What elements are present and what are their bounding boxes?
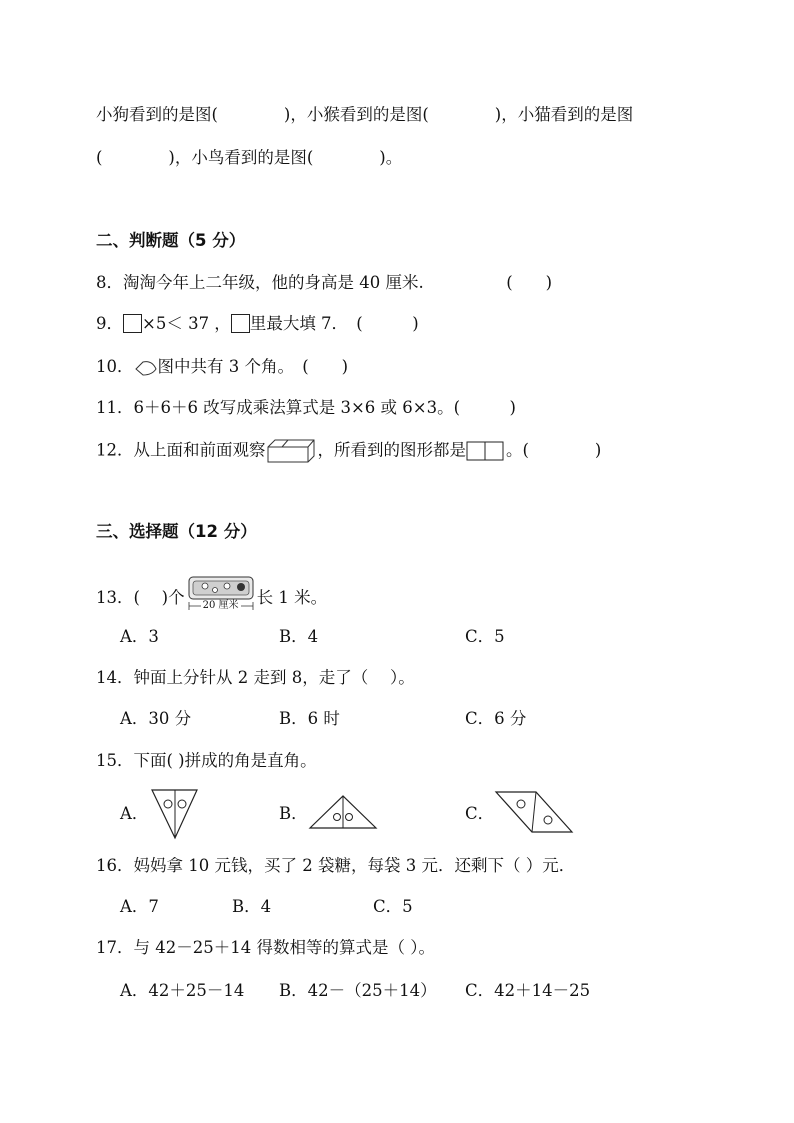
q15-option-c: C． — [465, 804, 495, 823]
triangle-set-b-icon — [308, 794, 378, 830]
q16-option-a: A．7 — [120, 897, 159, 916]
q13-option-c: C．5 — [465, 627, 505, 646]
triangle-set-c-icon — [494, 790, 574, 834]
q17-option-c: C．42＋14－25 — [465, 981, 591, 1000]
question-16: 16．妈妈拿 10 元钱，买了 2 袋糖，每袋 3 元．还剩下（ ）元． — [96, 856, 576, 875]
q15-option-a: A． — [120, 804, 149, 823]
fan-shape-icon — [134, 359, 158, 377]
question-13-text: 13．( )个 — [96, 588, 185, 607]
box-solid-icon — [266, 438, 318, 464]
question-10-number: 10． — [96, 357, 134, 376]
q17-option-a: A．42＋25－14 — [120, 981, 245, 1000]
intro-line-2: ( )，小鸟看到的是图( )。 — [96, 148, 403, 167]
question-9 — [96, 313, 419, 335]
question-10-text: 图中共有 3 个角。 ( ) — [157, 357, 349, 376]
section-2-title: 二、判断题（5 分） — [96, 231, 246, 250]
two-squares-icon — [466, 441, 506, 461]
q13-option-b: B．4 — [279, 627, 319, 646]
question-12-text-2: ，所看到的图形都是 — [317, 440, 466, 460]
question-9-text: ×5＜ 37 ， — [142, 314, 231, 333]
question-12-text-3: 。( ) — [506, 440, 602, 460]
ruler-label: 20 厘米 — [202, 600, 239, 611]
question-11: 11．6＋6＋6 改写成乘法算式是 3×6 或 6×3。( ) — [96, 398, 516, 417]
blank-box-icon — [231, 314, 250, 333]
q14-option-a: A．30 分 — [120, 709, 192, 728]
q13-option-a: A．3 — [120, 627, 159, 646]
blank-box-icon — [123, 314, 142, 333]
question-12 — [96, 438, 601, 464]
q14-option-c: C．6 分 — [465, 709, 527, 728]
q14-option-b: B．6 时 — [279, 709, 340, 728]
q15-option-b: B． — [279, 804, 308, 823]
question-13-text-2: 长 1 米。 — [256, 588, 328, 607]
triangle-set-a-icon — [150, 788, 200, 840]
section-3-title: 三、选择题（12 分） — [96, 522, 257, 541]
question-14: 14．钟面上分针从 2 走到 8，走了（ ）。 — [96, 668, 415, 687]
q16-option-c: C．5 — [373, 897, 413, 916]
intro-line-1: 小狗看到的是图( )，小猴看到的是图( )，小猫看到的是图 — [96, 105, 634, 124]
question-13 — [96, 573, 327, 617]
question-15: 15．下面( )拼成的角是直角。 — [96, 751, 317, 770]
question-9-number: 9． — [96, 314, 123, 333]
question-17: 17．与 42－25＋14 得数相等的算式是（ ）。 — [96, 938, 435, 957]
question-9-text-2: 里最大填 7． ( ) — [249, 314, 419, 333]
pencil-case-icon — [185, 573, 257, 617]
question-8: 8．淘淘今年上二年级，他的身高是 40 厘米. ( ) — [96, 273, 553, 292]
question-12-text: 12．从上面和前面观察 — [96, 440, 266, 460]
question-10 — [96, 356, 348, 378]
q17-option-b: B．42－（25＋14） — [279, 981, 437, 1000]
q16-option-b: B．4 — [232, 897, 272, 916]
